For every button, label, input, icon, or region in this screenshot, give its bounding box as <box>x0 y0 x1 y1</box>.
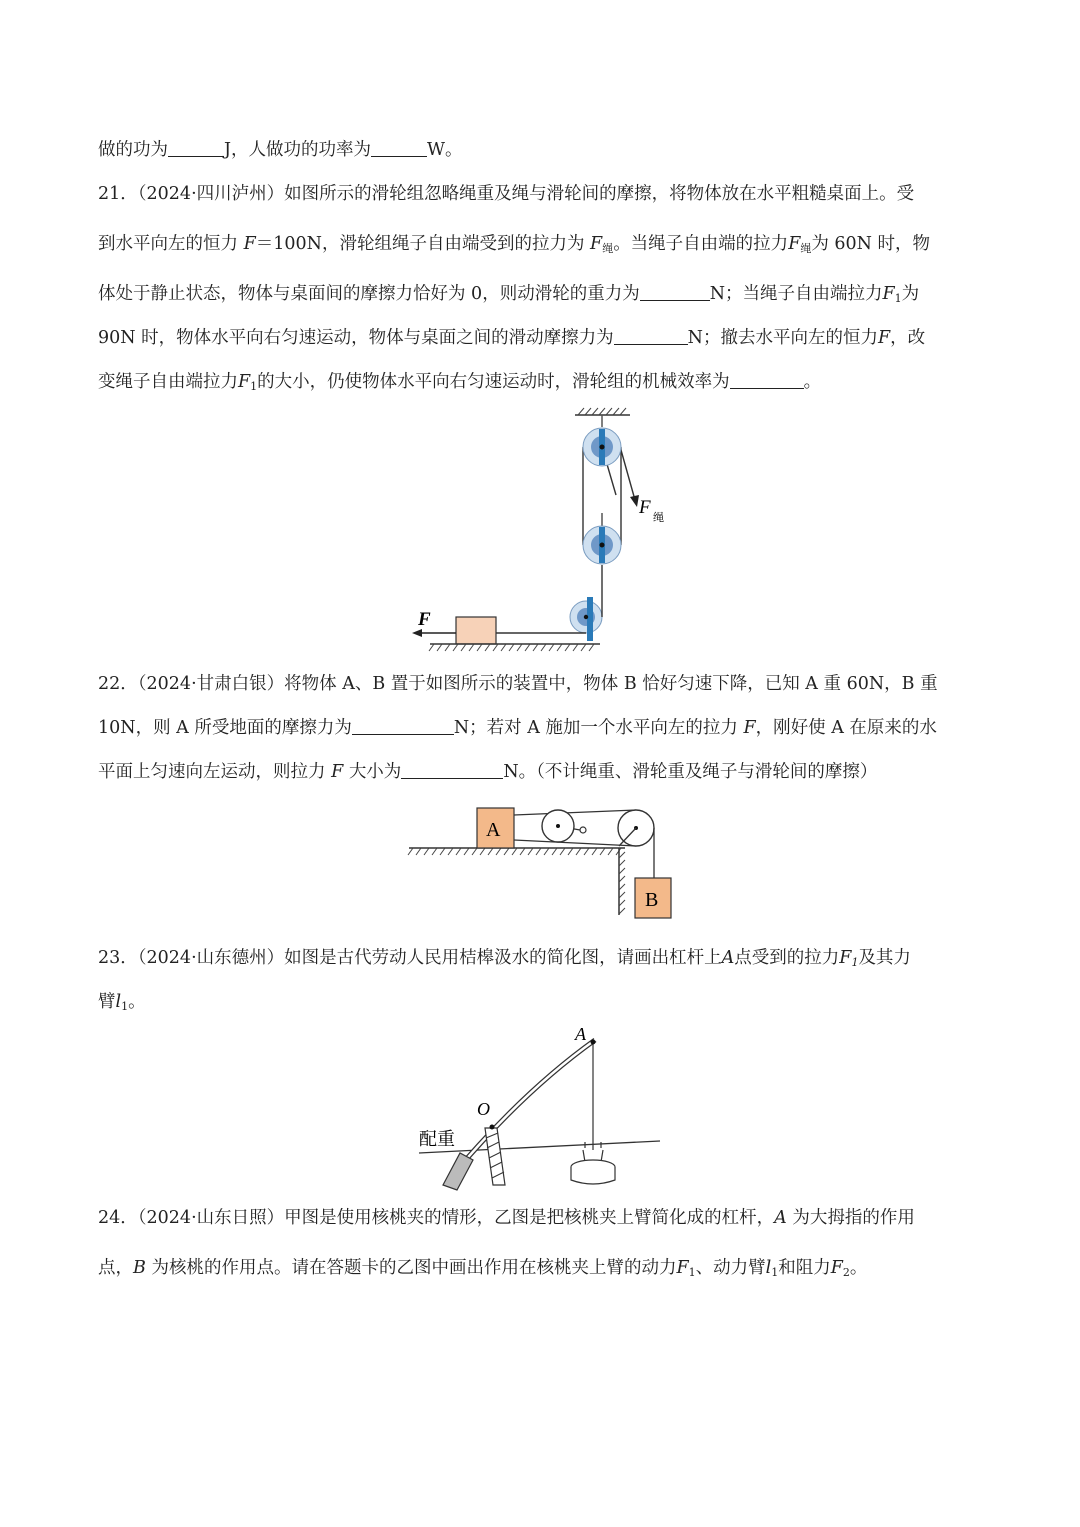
label-F-rope: F <box>639 497 651 518</box>
text: 甲图是使用核桃夹的情形，乙图是把核桃夹上臂简化成的杠杆， <box>284 1208 775 1228</box>
sub: 2 <box>842 1266 850 1279</box>
text: 为核桃的作用点。请在答题卡的乙图中画出作用在核桃夹上臂的动力 <box>151 1258 677 1278</box>
sub: 1 <box>894 292 902 305</box>
text: 、动力臂 <box>695 1258 766 1278</box>
text: 变绳子自由端拉力 <box>98 372 238 392</box>
sub: 1 <box>121 1000 129 1013</box>
text: 如图是古代劳动人民用桔槔汲水的简化图，请画出杠杆上 <box>284 948 722 968</box>
q24-line-2 <box>98 1256 867 1285</box>
hook <box>580 827 586 833</box>
q22-line-1 <box>98 672 938 696</box>
text: 10N，则 A 所受地面的摩擦力为 <box>98 718 352 738</box>
var: l <box>115 992 122 1012</box>
var: F <box>830 1258 843 1278</box>
rope <box>514 810 636 815</box>
text: 做的功为 <box>98 140 168 160</box>
text: 90N 时，物体水平向右匀速运动，物体与桌面之间的滑动摩擦力为 <box>98 328 614 348</box>
question-source: （2024·四川泸州） <box>137 184 285 204</box>
var: F <box>238 372 251 392</box>
text: 为 60N 时，物 <box>811 234 931 254</box>
var: F <box>243 234 256 254</box>
question-source: （2024·山东日照） <box>137 1208 285 1228</box>
fulcrum-O <box>490 1125 495 1130</box>
text: 。当绳子自由端的拉力 <box>613 234 789 254</box>
block <box>456 617 496 644</box>
free-end-rope <box>621 450 635 500</box>
var: F <box>882 284 895 304</box>
text: 。 <box>128 992 146 1012</box>
arrow-head <box>630 495 639 507</box>
question-source: （2024·甘肃白银） <box>137 674 285 694</box>
ground-line <box>419 1141 660 1153</box>
var: F <box>590 234 603 254</box>
text: 将物体 A、B 置于如图所示的装置中，物体 B 恰好匀速下降，已知 A 重 60N，B 重 <box>284 674 938 694</box>
label-O: O <box>477 1099 490 1119</box>
edge-hatch <box>619 852 625 914</box>
answer-blank <box>352 716 454 735</box>
sub: 绳 <box>800 242 812 255</box>
q24-line-1 <box>98 1206 915 1230</box>
q21-line-4 <box>98 326 925 350</box>
var: A <box>721 948 735 968</box>
text: ，刚好使 A 在原来的水 <box>755 718 937 738</box>
arrow-head <box>412 629 422 637</box>
text: 大小为 <box>348 762 402 782</box>
q23-line-2 <box>98 990 146 1019</box>
var: F <box>676 1258 689 1278</box>
text: N；当绳子自由端拉力 <box>709 284 883 304</box>
label-A: A <box>486 819 501 841</box>
sub: 绳 <box>602 242 614 255</box>
well <box>571 1167 615 1184</box>
label-F-rope-sub: 绳 <box>653 512 664 524</box>
text: 为大拇指的作用 <box>792 1208 915 1228</box>
text: 体处于静止状态，物体与桌面间的摩擦力恰好为 0，则动滑轮的重力为 <box>98 284 640 304</box>
text: 平面上匀速向左运动，则拉力 <box>98 762 326 782</box>
var: A <box>774 1208 787 1228</box>
q20-tail-line <box>98 138 463 162</box>
text: 点受到的拉力 <box>734 948 840 968</box>
var: F <box>839 948 852 968</box>
label-B: B <box>645 889 659 911</box>
answer-blank <box>371 138 427 157</box>
q23-line-1 <box>98 946 911 975</box>
label-A: A <box>575 1024 586 1044</box>
text: 。 <box>803 372 822 392</box>
var: B <box>133 1258 146 1278</box>
text: ，改 <box>890 328 926 348</box>
rope <box>514 840 636 846</box>
var: F <box>331 762 344 782</box>
pulley-center <box>556 824 560 828</box>
text: 。 <box>849 1258 868 1278</box>
counterweight <box>443 1153 473 1190</box>
block-pulley-diagram <box>405 800 685 925</box>
text: 臂 <box>98 992 116 1012</box>
pulley-diagram <box>410 405 664 655</box>
q21-line-5 <box>98 370 821 399</box>
answer-blank <box>730 370 804 389</box>
answer-blank <box>640 282 710 301</box>
question-number: 23． <box>98 948 138 968</box>
label-F: F <box>418 609 431 630</box>
question-number: 24． <box>98 1208 138 1228</box>
point-A <box>591 1040 596 1045</box>
text: 和阻力 <box>778 1258 831 1278</box>
q22-line-2 <box>98 716 937 740</box>
answer-blank <box>401 760 503 779</box>
text: J，人做功的功率为 <box>224 140 372 160</box>
pulley-bracket <box>587 597 593 641</box>
text: 如图所示的滑轮组忽略绳重及绳与滑轮间的摩擦，将物体放在水平粗糙桌面上。受 <box>284 184 915 204</box>
ceiling-hatch <box>578 408 626 415</box>
answer-blank <box>614 326 688 345</box>
sub: 1 <box>688 1266 696 1279</box>
pulley-center <box>584 615 588 619</box>
answer-blank <box>168 138 224 157</box>
text: N。（不计绳重、滑轮重及绳子与滑轮间的摩擦） <box>503 762 878 782</box>
pulley-center <box>600 543 605 548</box>
q21-line-1 <box>98 182 914 206</box>
text: 到水平向左的恒力 <box>98 234 238 254</box>
var: F <box>743 718 756 738</box>
pulley-center <box>600 445 605 450</box>
var: F <box>877 328 891 348</box>
question-number: 22． <box>98 674 138 694</box>
text: 为 <box>901 284 920 304</box>
text: 及其力 <box>858 948 911 968</box>
text: 的大小，仍使物体水平向右匀速运动时，滑轮组的机械效率为 <box>257 372 730 392</box>
label-counterweight: 配重 <box>419 1129 455 1149</box>
q21-line-3 <box>98 282 919 311</box>
text: N；撤去水平向左的恒力 <box>687 328 878 348</box>
table-hatch <box>429 644 594 651</box>
text: 点， <box>98 1258 133 1278</box>
text: N；若对 A 施加一个水平向左的拉力 <box>453 718 738 738</box>
question-number: 21． <box>98 184 138 204</box>
question-source: （2024·山东德州） <box>137 948 285 968</box>
text: ＝100N，滑轮组绳子自由端受到的拉力为 <box>255 234 585 254</box>
text: W。 <box>427 140 463 160</box>
var: F <box>788 234 801 254</box>
sub: 1 <box>771 1266 779 1279</box>
sub: 1 <box>250 380 258 393</box>
var: l <box>765 1258 772 1278</box>
q22-line-3 <box>98 760 877 784</box>
table-hatch <box>408 848 621 855</box>
sub: 1 <box>851 956 859 969</box>
well-sweep-diagram <box>415 1020 665 1190</box>
q21-line-2 <box>98 232 930 261</box>
